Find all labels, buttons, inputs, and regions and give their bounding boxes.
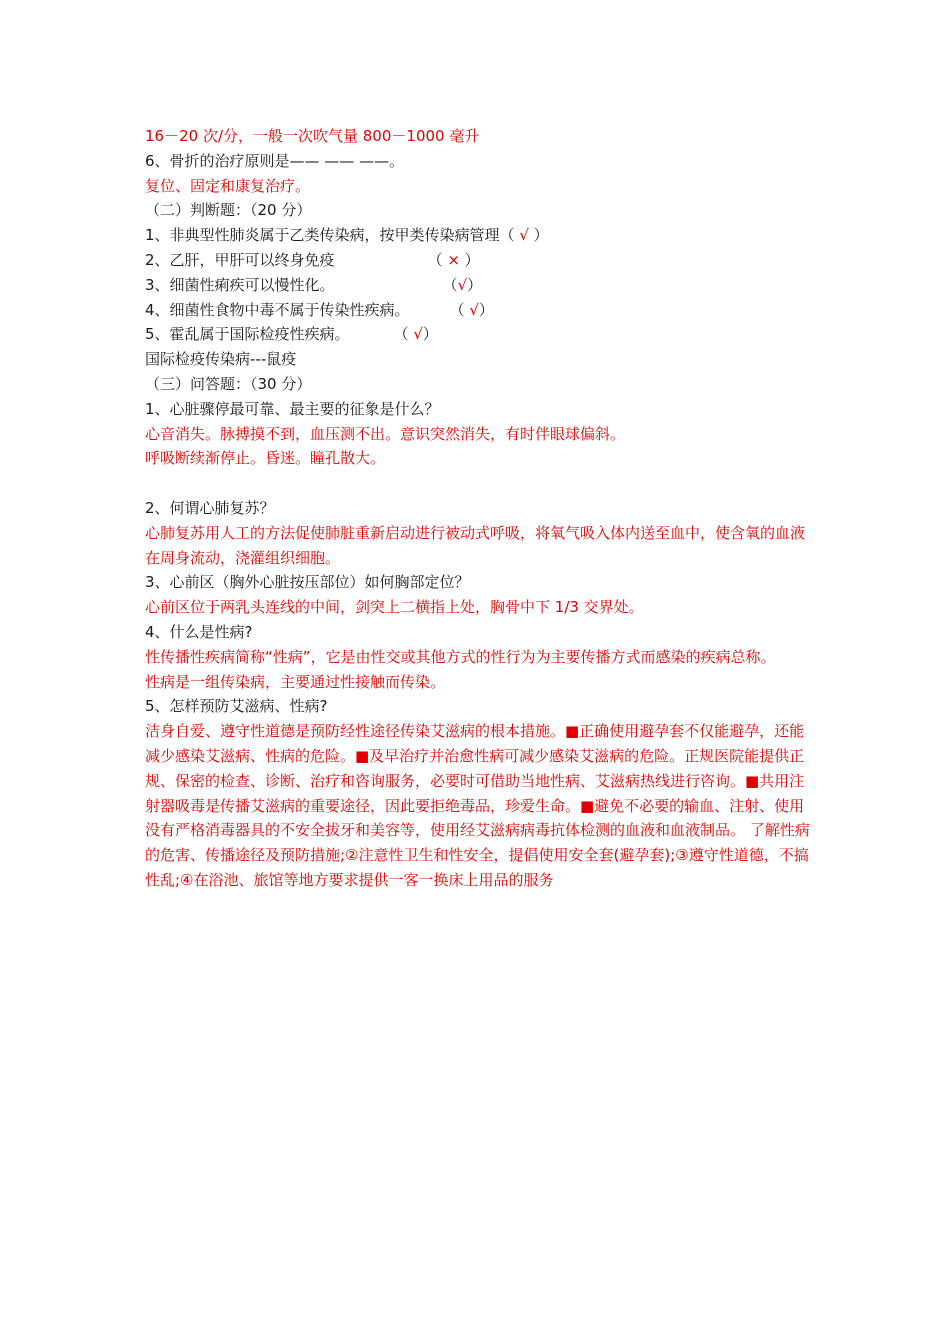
- judgment-item-2-open: （: [427, 250, 443, 269]
- question-4: 4、什么是性病?: [145, 622, 253, 641]
- judgment-item-4-close: ）: [478, 300, 494, 319]
- question-2: 2、何谓心肺复苏？: [145, 498, 275, 517]
- question-3: 3、心前区（胸外心脏按压部位）如何胸部定位？: [145, 573, 470, 592]
- check-mark-icon: √: [408, 325, 423, 344]
- judgment-item-5-close: ）: [422, 325, 438, 344]
- question-fracture-principle: 6、骨折的治疗原则是—— —— ——。: [145, 151, 405, 170]
- section-heading-true-false: （二）判断题：（20 分）: [145, 201, 312, 220]
- cross-mark-icon: ×: [442, 250, 465, 269]
- judgment-item-3-close: ）: [467, 275, 483, 294]
- answer-3: 心前区位于两乳头连线的中间，剑突上二横指上处，胸骨中下 1/3 交界处。: [145, 598, 644, 617]
- answer-5: 洁身自爱、遵守性道德是预防经性途径传染艾滋病的根本措施。■正确使用避孕套不仅能避孕，还能减少感染艾滋病、性病的危险。■及早治疗并治愈性病可减少感染艾滋病的危险。正规医院能提供正规、保密的检查、诊断、治疗和咨询服务，必要时可借助当地性病、艾滋病热线进行咨询。■共用注射器吸毒是传播艾滋病的重要途径，因此要拒绝毒品，珍爱生命。■避免不必要的输血、注射、使用没有严格消毒器具的不安全拔牙和美容等，使用经艾滋病病毒抗体检测的血液和血液制品。 了解性病的危害、传播途径及预防措施;②注意性卫生和性安全，提倡使用安全套(避孕套);③遵守性道德，不搞性乱;④在浴池、旅馆等地方要求提供一客一换床上用品的服务: [145, 722, 810, 889]
- judgment-item-5-open: （: [393, 325, 409, 344]
- blank-line: [145, 471, 810, 496]
- judgment-item-1-close: ）: [533, 226, 549, 245]
- check-mark-icon: √: [457, 275, 468, 294]
- judgment-item-5-text: 5、霍乱属于国际检疫性疾病。: [145, 325, 350, 344]
- answer-2: 心肺复苏用人工的方法促使肺脏重新启动进行被动式呼吸，将氧气吸入体内送至血中，使含氧的血液在周身流动，浇灌组织细胞。: [145, 523, 806, 567]
- question-1: 1、心脏骤停最可靠、最主要的征象是什么？: [145, 399, 440, 418]
- answer-1-line-2: 呼吸断续渐停止。昏迷。瞳孔散大。: [145, 449, 386, 468]
- check-mark-icon: √: [514, 226, 534, 245]
- judgment-item-2-text: 2、乙肝，甲肝可以终身免疫: [145, 250, 335, 269]
- section-heading-qa: （三）问答题：（30 分）: [145, 374, 312, 393]
- check-mark-icon: √: [464, 300, 479, 319]
- judgment-item-1-text: 1、非典型性肺炎属于乙类传染病，按甲类传染病管理（: [145, 226, 515, 245]
- judgment-item-1: [145, 223, 810, 248]
- judgment-item-3: [145, 273, 810, 298]
- answer-4-line-1: 性传播性疾病简称“性病”，它是由性交或其他方式的性行为为主要传播方式而感染的疾病总称。: [145, 647, 776, 666]
- judgment-item-5: [145, 322, 810, 347]
- document-page: [145, 124, 810, 893]
- answer-4-line-2: 性病是一组传染病，主要通过性接触而传染。: [145, 672, 446, 691]
- answer-1-line-1: 心音消失。脉搏摸不到，血压测不出。意识突然消失，有时伴眼球偏斜。: [145, 424, 626, 443]
- question-5: 5、怎样预防艾滋病、性病?: [145, 697, 328, 716]
- judgment-item-4-text: 4、细菌性食物中毒不属于传染性疾病。: [145, 300, 410, 319]
- judgment-item-3-text: 3、细菌性痢疾可以慢性化。: [145, 275, 335, 294]
- answer-breathing-rate: 16－20 次/分，一般一次吹气量 800－1000 毫升: [145, 127, 480, 145]
- note-quarantine: 国际检疫传染病---鼠疫: [145, 350, 297, 369]
- judgment-item-2: [145, 248, 810, 273]
- judgment-item-3-open: （: [442, 275, 458, 294]
- judgment-item-4: [145, 298, 810, 323]
- judgment-item-4-open: （: [449, 300, 465, 319]
- judgment-item-2-close: ）: [464, 250, 480, 269]
- answer-fracture-principle: 复位、固定和康复治疗。: [145, 176, 311, 195]
